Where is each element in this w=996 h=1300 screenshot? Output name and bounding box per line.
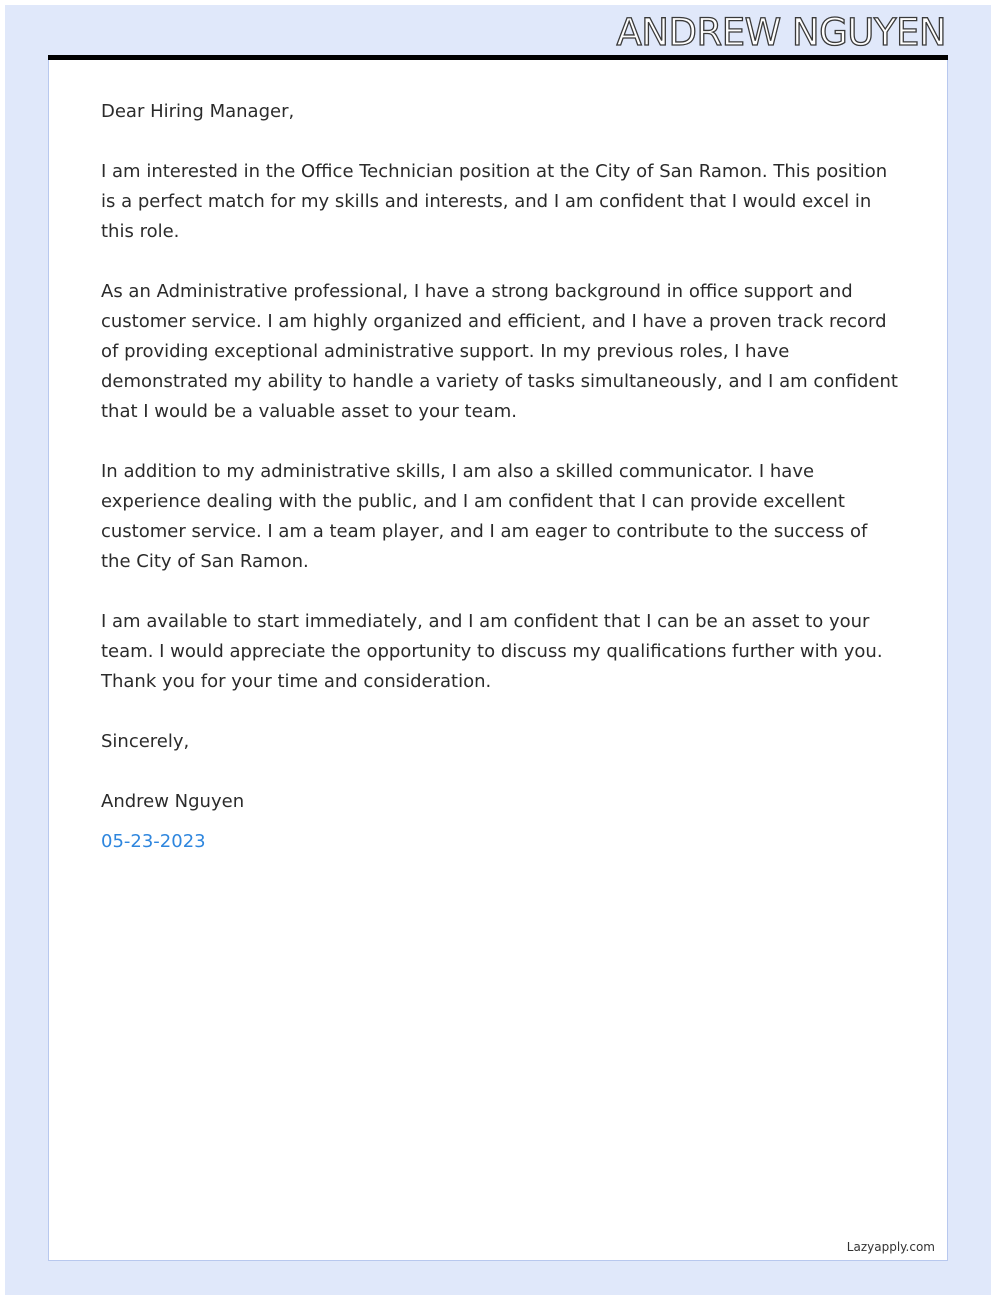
footer-brand: Lazyapply.com (846, 1240, 935, 1254)
salutation: Dear Hiring Manager, (101, 101, 295, 122)
letter-page (48, 60, 948, 1261)
closing: Sincerely, (101, 731, 190, 752)
cover-letter-body (101, 97, 901, 857)
letter-date: 05-23-2023 (101, 831, 206, 852)
applicant-name-header: ANDREW NGUYEN (616, 11, 946, 54)
paragraph-availability: I am available to start immediately, and I am confident that I can be an asset to your team. I would appreciate the opportunity to discuss my qualifications further with you. Thank you for your time and consideration. (101, 611, 883, 692)
signature-name: Andrew Nguyen (101, 791, 245, 812)
paragraph-intro: I am interested in the Office Technician position at the City of San Ramon. This position is a perfect match for my skills and interests, and I am confident that I would excel in this role. (101, 161, 888, 242)
paragraph-communication: In addition to my administrative skills, I am also a skilled communicator. I have experience dealing with the public, and I am confident that I can provide excellent customer service. I am a team player, and I am eager to contribute to the success of the City of San Ramon. (101, 461, 868, 572)
paragraph-background: As an Administrative professional, I have a strong background in office support and customer service. I am highly organized and efficient, and I have a proven track record of providing exceptional administrative support. In my previous roles, I have demonstrated my ability to handle a variety of tasks simultaneously, and I am confident that I would be a valuable asset to your team. (101, 281, 898, 422)
